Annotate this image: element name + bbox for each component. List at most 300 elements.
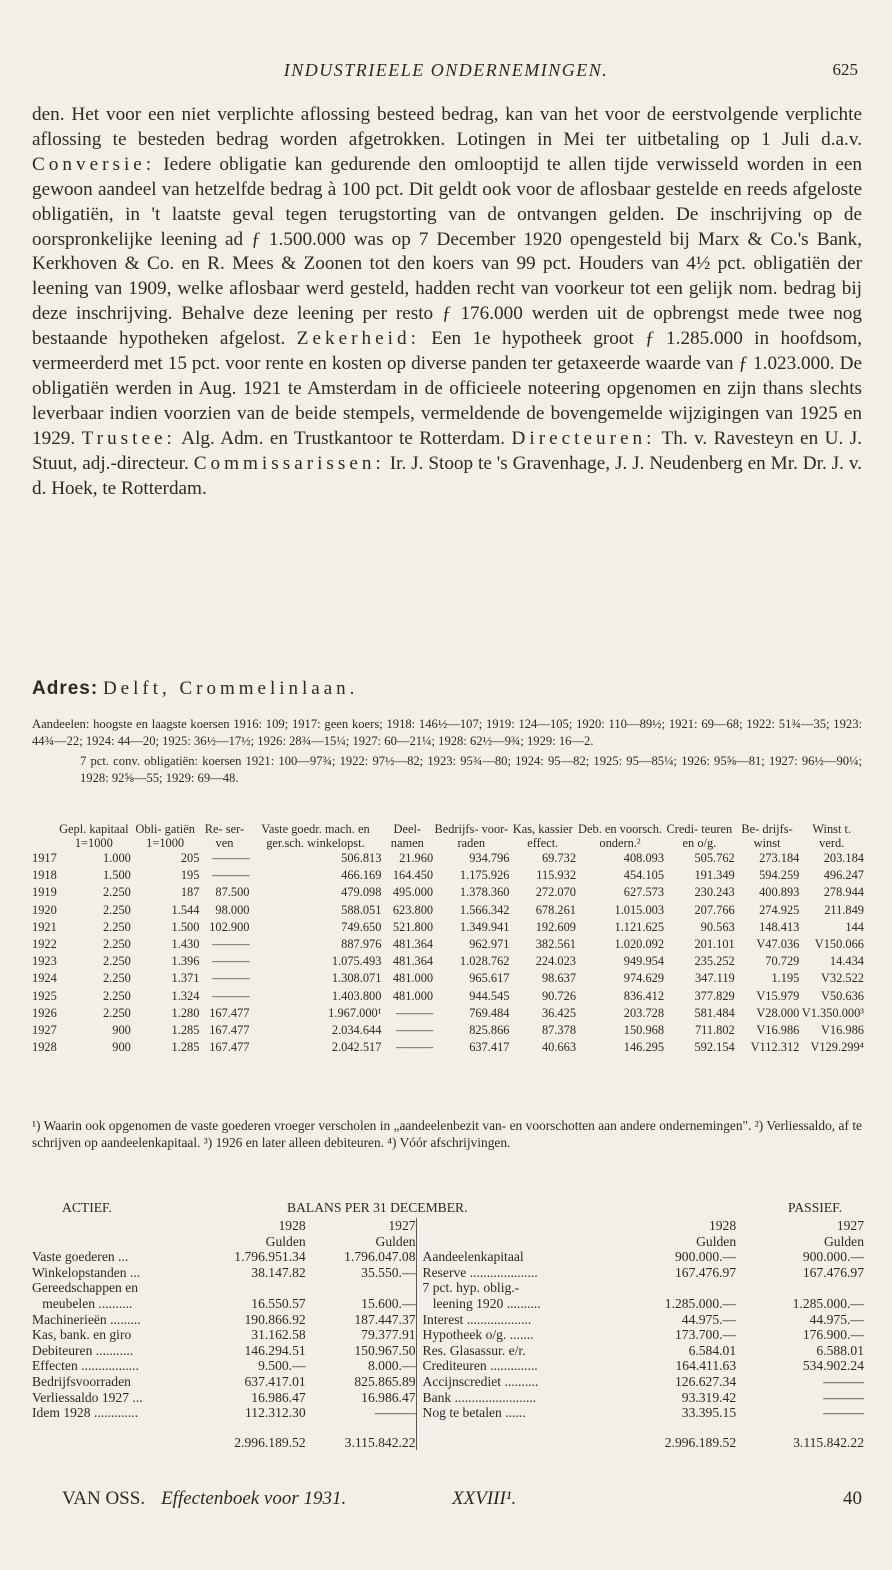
year-1927: 1927: [388, 1218, 416, 1233]
row-year: 1927: [32, 1023, 57, 1038]
balance-item-value: 167.476.97: [674, 1264, 737, 1280]
balance-item-value: 900.000.—: [802, 1249, 864, 1265]
running-title: INDUSTRIEELE ONDERNEMINGEN.: [283, 60, 609, 80]
balance-item-label: Reserve ....................: [422, 1264, 538, 1280]
stats-column-header: Obli- gatiën 1=1000: [135, 822, 195, 850]
table-row: [32, 988, 864, 1005]
actief-total-1928: 2.996.189.52: [234, 1434, 306, 1450]
balance-item-value: 93.319.42: [681, 1389, 737, 1405]
page-header: [0, 60, 892, 82]
table-cell: 749.650: [341, 919, 382, 934]
table-cell: V1.350.000³: [801, 1005, 864, 1020]
balance-item-value: 15.600.—: [361, 1295, 416, 1311]
table-cell: 481.000: [392, 971, 434, 986]
passief-column: [417, 1218, 864, 1450]
balance-item-value: 187.447.37: [354, 1311, 416, 1327]
table-cell: 347.119: [694, 971, 735, 986]
balance-item-value: 79.377.91: [361, 1327, 416, 1343]
table-cell: 167.477: [209, 1005, 250, 1020]
balance-item-value: ———: [823, 1405, 864, 1421]
table-cell: 1.500: [171, 919, 200, 934]
balance-item-label: Machinerieën .........: [32, 1311, 141, 1327]
table-cell: 274.925: [759, 902, 800, 917]
balance-item-value: ———: [823, 1389, 864, 1405]
stats-column-header: Kas, kassier effect.: [512, 822, 573, 850]
table-cell: 146.295: [623, 1040, 665, 1055]
year-1928: 1928: [708, 1218, 737, 1233]
table-cell: 382.561: [535, 937, 577, 952]
body-part-6: Ir. J. Stoop te 's Gravenhage, J. J. Neudenberg en Mr. Dr. J. v. d. Hoek, te Rotterdam.: [32, 452, 862, 499]
row-year: 1924: [32, 971, 57, 986]
balance-row: [32, 1327, 416, 1343]
unit-label: Gulden: [696, 1233, 737, 1249]
balance-item-label: Debiteuren ...........: [32, 1342, 134, 1358]
table-cell: 495.000: [392, 885, 434, 900]
balance-row: [417, 1280, 864, 1296]
table-cell: 479.098: [341, 885, 382, 900]
table-row: [32, 850, 864, 867]
passief-label: PASSIEF.: [788, 1200, 842, 1215]
balance-item-value: 167.476.97: [802, 1264, 864, 1280]
body-part-5: Th. v. Ravesteyn en U. J. Stuut, adj.-directeur.: [32, 427, 862, 474]
balance-item-value: ———: [823, 1373, 864, 1389]
table-cell: 2.250: [102, 971, 131, 986]
table-cell: 167.477: [209, 1023, 250, 1038]
table-cell: 496.247: [823, 868, 864, 883]
table-cell: 40.663: [541, 1040, 577, 1055]
balance-item-label: Nog te betalen ......: [422, 1405, 526, 1421]
table-cell: 87.378: [541, 1023, 577, 1038]
balance-row: [417, 1312, 864, 1328]
balance-row: [417, 1249, 864, 1265]
price-history: [32, 716, 862, 790]
stats-header-row: [32, 822, 864, 850]
table-cell: 203.184: [823, 851, 864, 865]
year-1927: 1927: [836, 1218, 864, 1233]
label-trustee: Trustee:: [81, 427, 176, 449]
table-cell: 21.960: [399, 851, 434, 865]
stats-column-header: Deb. en voorsch. ondern.²: [578, 822, 663, 850]
balance-item-value: 1.796.047.08: [344, 1249, 416, 1265]
table-cell: 1.020.092: [614, 937, 665, 952]
balance-item-value: 900.000.—: [674, 1249, 737, 1265]
balance-row: [32, 1296, 416, 1312]
balance-item-value: 6.588.01: [816, 1342, 864, 1358]
actief-total-1927: 3.115.842.22: [344, 1434, 416, 1450]
row-year: 1917: [32, 851, 57, 865]
balance-item-label: Bedrijfsvoorraden: [32, 1373, 131, 1389]
table-cell: 581.484: [694, 1005, 735, 1020]
balance-item-label: Res. Glasassur. e/r.: [422, 1342, 526, 1358]
table-cell: 150.968: [623, 1023, 665, 1038]
table-cell: ———: [212, 937, 250, 952]
balance-row: [417, 1327, 864, 1343]
balance-item-value: [306, 1280, 416, 1296]
share-prices: Aandeelen: hoogste en laagste koersen 1916: 109; 1917: geen koers; 1918: 146½—107; 1919: 124—105; 1920: 110—89½; 1921: 69—68; 1922: 51¾—35; 1923: 44¾—22; 1924: 44—20; 1925: 36½—17½; 1926: 28¾—15¼; 1927: 60—21¼; 1928: 62½—9¾; 1929: 16—2.: [32, 717, 862, 748]
table-cell: 2.042.517: [331, 1040, 382, 1055]
table-cell: 588.051: [341, 902, 382, 917]
table-row: [32, 884, 864, 901]
unit-label: Gulden: [823, 1233, 864, 1249]
body-part-2: Iedere obligatie kan gedurende den omlooptijd te allen tijde verwisseld worden in een gewoon aandeel van hetzelfde bedrag à 100 pct. Dit geldt ook voor de aflosbaar gestelde en reeds afgeloste obligatiën, in 't laatste geval tegen terugstorting van de ontvangen gelden. De inschrijving op de oorspronkelijke leening ad ƒ 1.500.000 was op 7 December 1920 opengesteld bij Marx & Co.'s Bank, Kerkhoven & Co. en R. Mees & Zoonen tot den koers van 99 pct. Houders van 4½ pct. obligatiën der leening van 1909, welke aflosbaar werd gesteld, hadden recht van voorkeur tot een gelijk nom. bedrag bij deze inschrijving. Behalve deze leening per resto ƒ 176.000 werden uit de opbrengst mede twee nog bestaande hypotheken afgelost.: [32, 153, 862, 350]
balance-row: [32, 1390, 416, 1406]
balance-item-value: 190.866.92: [244, 1311, 306, 1327]
stats-column-header: Gepl. kapitaal 1=1000: [59, 822, 129, 850]
passief-total-1928: 2.996.189.52: [664, 1434, 737, 1450]
balance-item-value: 31.162.58: [251, 1327, 306, 1343]
table-cell: 836.412: [623, 988, 665, 1003]
balance-row: [417, 1265, 864, 1281]
balance-item-label: Verliessaldo 1927 ...: [32, 1389, 143, 1405]
table-cell: 481.364: [392, 937, 434, 952]
table-cell: 2.250: [102, 919, 131, 934]
balance-row: [417, 1374, 864, 1390]
signature-mark: XXVIII¹.: [452, 1488, 517, 1509]
table-cell: 900: [112, 1023, 131, 1038]
balance-item-value: 164.411.63: [675, 1358, 737, 1374]
balance-item-label: meubelen ..........: [32, 1295, 133, 1311]
table-cell: 1.378.360: [459, 885, 510, 900]
table-cell: 14.434: [829, 954, 864, 969]
table-cell: ———: [212, 851, 250, 865]
table-cell: 2.250: [102, 954, 131, 969]
table-cell: 623.800: [392, 902, 434, 917]
table-cell: V50.636: [820, 988, 864, 1003]
table-cell: 164.450: [392, 868, 434, 883]
table-cell: 481.364: [392, 954, 434, 969]
table-row: [32, 867, 864, 884]
table-cell: 1.121.625: [614, 919, 665, 934]
balance-sheet: [32, 1200, 864, 1450]
row-year: 1928: [32, 1040, 57, 1055]
row-year: 1920: [32, 902, 57, 917]
book-title: Effectenboek voor 1931.: [161, 1488, 347, 1509]
table-cell: 98.000: [215, 902, 250, 917]
table-cell: 769.484: [469, 1005, 510, 1020]
table-cell: 273.184: [759, 851, 800, 865]
balance-item-value: 35.550.—: [361, 1264, 416, 1280]
balance-item-value: 8.000.—: [367, 1358, 416, 1374]
table-cell: 949.954: [623, 954, 665, 969]
table-cell: 400.893: [759, 885, 800, 900]
body-part-4: Alg. Adm. en Trustkantoor te Rotterdam.: [175, 427, 512, 449]
row-year: 1926: [32, 1005, 57, 1020]
balance-item-value: 16.550.57: [251, 1295, 306, 1311]
table-cell: 962.971: [469, 937, 510, 952]
table-cell: 1.324: [171, 988, 200, 1003]
label-directeuren: Directeuren:: [511, 427, 656, 449]
table-cell: V47.036: [756, 937, 800, 952]
table-cell: 1.566.342: [459, 902, 510, 917]
table-cell: ———: [212, 988, 250, 1003]
table-cell: 1.280: [171, 1005, 200, 1020]
table-cell: 2.250: [102, 902, 131, 917]
table-cell: 1.000: [102, 851, 131, 865]
table-cell: 974.629: [623, 971, 665, 986]
table-cell: 2.250: [102, 885, 131, 900]
table-cell: 1.075.493: [331, 954, 382, 969]
balance-item-value: 146.294.51: [244, 1342, 306, 1358]
balance-item-value: 16.986.47: [361, 1389, 416, 1405]
balance-item-label: Kas, bank. en giro: [32, 1327, 132, 1343]
table-cell: ———: [212, 971, 250, 986]
table-cell: 69.732: [541, 851, 577, 865]
table-cell: 408.093: [623, 851, 665, 865]
actief-column: [32, 1218, 417, 1450]
table-cell: 224.023: [535, 954, 577, 969]
table-cell: 144: [845, 919, 864, 934]
table-cell: 1.349.941: [459, 919, 510, 934]
body-part-3: Een 1e hypotheek groot ƒ 1.285.000 in hoofdsom, vermeerderd met 15 pct. voor rente en kosten op diverse panden ter getaxeerde waarde van ƒ 1.023.000. De obligatiën werden in Aug. 1921 te Amsterdam in de officieele noteering opgenomen en zijn thans slechts leverbaar indien voorzien van de beide stempels, vermeldende de bovengemelde wijzigingen van 1925 en 1929.: [32, 328, 862, 449]
balance-item-label: Crediteuren ..............: [422, 1358, 538, 1374]
table-cell: V16.986: [756, 1023, 800, 1038]
table-cell: 1.308.071: [331, 971, 382, 986]
table-cell: 195: [180, 868, 200, 883]
balance-row: [32, 1265, 416, 1281]
balance-row: [32, 1280, 416, 1296]
balance-title: BALANS PER 31 DECEMBER.: [287, 1200, 468, 1215]
footnotes: ¹) Waarin ook opgenomen de vaste goederen vroeger verscholen in „aandeelenbezit van- en voorschotten aan andere ondernemingen". ²) Verliessaldo, af te schrijven op aandeelenkapitaal. ³) 1926 en later alleen debiteuren. ⁴) Vóór afschrijvingen.: [32, 1118, 862, 1150]
table-cell: ———: [395, 1005, 434, 1020]
balance-row: [32, 1358, 416, 1374]
table-cell: 201.101: [694, 937, 735, 952]
balance-item-value: [616, 1280, 736, 1296]
balance-item-value: 176.900.—: [802, 1327, 864, 1343]
body-part-1: den. Het voor een niet verplichte aflossing besteed bedrag, kan van het voor de eerstvolgende verplichte aflossing te besteden bedrag worden afgetrokken. Lotingen in Mei ter uitbetaling op 1 Juli d.a.v.: [32, 104, 862, 150]
balance-row: [32, 1374, 416, 1390]
balance-item-label: Accijnscrediet ..........: [422, 1373, 539, 1389]
label-zekerheid: Zekerheid:: [296, 328, 420, 350]
balance-item-value: 44.975.—: [681, 1311, 737, 1327]
table-row: [32, 902, 864, 919]
table-cell: 1.028.762: [459, 954, 510, 969]
table-cell: V32.522: [820, 971, 864, 986]
table-cell: 2.034.644: [331, 1023, 382, 1038]
balance-item-label: Effecten .................: [32, 1358, 139, 1374]
table-cell: 90.563: [700, 919, 735, 934]
balance-item-label: leening 1920 ..........: [422, 1295, 541, 1311]
year-1928: 1928: [278, 1218, 306, 1233]
table-row: [32, 970, 864, 987]
stats-column-header: Bedrijfs- voor- raden: [434, 822, 509, 850]
table-cell: 711.802: [694, 1023, 735, 1038]
balance-row: [32, 1405, 416, 1421]
table-cell: 203.728: [623, 1005, 665, 1020]
balance-item-value: 112.312.30: [244, 1405, 306, 1421]
balance-item-value: 534.902.24: [802, 1358, 864, 1374]
table-cell: ———: [212, 868, 250, 883]
table-cell: 1.195: [771, 971, 800, 986]
table-cell: 481.000: [392, 988, 434, 1003]
balance-item-value: 16.986.47: [251, 1389, 306, 1405]
row-year: 1923: [32, 954, 57, 969]
row-year: 1925: [32, 988, 57, 1003]
table-cell: 207.766: [694, 902, 735, 917]
table-cell: 192.609: [535, 919, 577, 934]
table-cell: 230.243: [694, 885, 735, 900]
balance-item-label: Bank ........................: [422, 1389, 537, 1405]
table-row: [32, 1039, 864, 1056]
balance-item-label: Aandeelenkapitaal: [422, 1249, 524, 1265]
table-cell: 205: [180, 851, 200, 865]
table-cell: 70.729: [765, 954, 800, 969]
balance-item-value: 1.796.951.34: [234, 1249, 306, 1265]
table-cell: ———: [395, 1023, 434, 1038]
table-cell: 678.261: [535, 902, 577, 917]
table-cell: 2.250: [102, 937, 131, 952]
stats-column-header: Re- ser- ven: [204, 822, 245, 850]
stats-column-header: Vaste goedr. mach. en ger.sch. winkelopst.: [261, 822, 370, 850]
table-row: [32, 936, 864, 953]
label-conversie: Conversie:: [32, 153, 156, 175]
balance-item-value: 1.285.000.—: [664, 1295, 737, 1311]
balance-row: [32, 1249, 416, 1265]
table-cell: 87.500: [215, 885, 250, 900]
balance-item-value: 825.865.89: [354, 1373, 416, 1389]
page-number: 625: [832, 60, 858, 79]
table-cell: 466.169: [341, 868, 382, 883]
table-cell: V112.312: [750, 1040, 800, 1055]
table-cell: 1.500: [102, 868, 131, 883]
table-cell: 887.976: [341, 937, 382, 952]
actief-label: ACTIEF.: [62, 1200, 112, 1215]
table-cell: 506.813: [341, 851, 382, 865]
sheet-number: 40: [843, 1488, 862, 1509]
table-row: [32, 1005, 864, 1022]
stats-column-header: Deel- namen: [390, 822, 424, 850]
balance-row: [417, 1358, 864, 1374]
table-cell: 594.259: [759, 868, 800, 883]
balance-item-value: [736, 1280, 864, 1296]
table-cell: V150.066: [814, 937, 864, 952]
passief-total-1927: 3.115.842.22: [793, 1434, 864, 1450]
table-cell: 90.726: [541, 988, 577, 1003]
row-year: 1919: [32, 885, 57, 900]
balance-item-label: Vaste goederen ...: [32, 1249, 129, 1265]
table-cell: 187: [180, 885, 200, 900]
table-cell: 1.371: [171, 971, 200, 986]
balance-row: [417, 1405, 864, 1421]
address-label: Adres:: [32, 678, 99, 699]
row-year: 1921: [32, 919, 57, 934]
unit-label: Gulden: [265, 1233, 306, 1249]
stats-column-header: [32, 822, 57, 850]
table-row: [32, 919, 864, 936]
table-cell: 627.573: [623, 885, 665, 900]
table-cell: 1.544: [171, 902, 200, 917]
stats-column-header: Credi- teuren en o/g.: [666, 822, 733, 850]
table-cell: 1.403.800: [331, 988, 382, 1003]
table-cell: 1.015.003: [614, 902, 665, 917]
balance-item-value: ———: [374, 1405, 416, 1421]
balance-item-label: Winkelopstanden ...: [32, 1264, 141, 1280]
company-description: [32, 103, 862, 502]
balance-item-value: 9.500.—: [258, 1358, 306, 1374]
table-cell: 377.829: [694, 988, 735, 1003]
table-cell: 98.637: [541, 971, 577, 986]
balance-row: [32, 1312, 416, 1328]
table-cell: 2.250: [102, 1005, 131, 1020]
balance-item-value: 38.147.82: [251, 1264, 306, 1280]
table-cell: 211.849: [824, 902, 864, 917]
table-cell: 934.796: [469, 851, 510, 865]
table-cell: 1.396: [171, 954, 200, 969]
row-year: 1922: [32, 937, 57, 952]
stats-column-header: Be- drijfs- winst: [741, 822, 793, 850]
balance-item-label: Gereedschappen en: [32, 1280, 139, 1296]
table-cell: V15.979: [756, 988, 800, 1003]
table-cell: 965.617: [469, 971, 510, 986]
table-row: [32, 1022, 864, 1039]
table-cell: 1.285: [171, 1023, 200, 1038]
table-cell: V16.986: [820, 1023, 864, 1038]
balance-item-value: 637.417.01: [244, 1373, 306, 1389]
balance-item-value: 6.584.01: [688, 1342, 737, 1358]
balance-item-label: 7 pct. hyp. oblig.-: [422, 1280, 520, 1296]
table-cell: ———: [212, 954, 250, 969]
statistics-table: [32, 822, 864, 1056]
table-cell: 167.477: [209, 1040, 250, 1055]
stats-column-header: Winst t. verd.: [812, 822, 852, 850]
row-year: 1918: [32, 868, 57, 883]
table-cell: 278.944: [823, 885, 864, 900]
table-cell: 592.154: [694, 1040, 735, 1055]
table-cell: 521.800: [392, 919, 434, 934]
table-cell: 1.285: [171, 1040, 200, 1055]
table-cell: 944.545: [469, 988, 510, 1003]
table-cell: 454.105: [623, 868, 665, 883]
table-cell: 272.070: [535, 885, 577, 900]
table-cell: 1.967.000¹: [328, 1005, 382, 1020]
table-cell: ———: [395, 1040, 434, 1055]
table-cell: 825.866: [469, 1023, 510, 1038]
balance-item-value: [200, 1280, 306, 1296]
table-cell: 637.417: [469, 1040, 510, 1055]
table-cell: 505.762: [694, 851, 735, 865]
publisher: VAN OSS.: [62, 1488, 146, 1509]
balance-item-value: 150.967.50: [354, 1342, 416, 1358]
address-value: Delft, Crommelinlaan.: [102, 678, 359, 699]
balance-item-label: Interest ...................: [422, 1311, 532, 1327]
label-commissarissen: Commissarissen:: [193, 452, 385, 474]
table-cell: 1.430: [171, 937, 200, 952]
balance-item-value: 44.975.—: [809, 1311, 864, 1327]
balance-row: [32, 1343, 416, 1359]
bond-prices: 7 pct. conv. obligatiën: koersen 1921: 100—97¾; 1922: 97½—82; 1923: 95¾—80; 1924: 95—82; 1925: 95—85¼; 1926: 95⅝—81; 1927: 96½—90¼; 1928: 92⅝—55; 1929: 69—48.: [80, 754, 862, 785]
table-cell: 2.250: [102, 988, 131, 1003]
balance-row: [417, 1390, 864, 1406]
balance-item-label: Hypotheek o/g. .......: [422, 1327, 534, 1343]
table-cell: 102.900: [209, 919, 250, 934]
address-line: [32, 678, 358, 700]
table-cell: 1.175.926: [459, 868, 510, 883]
balance-item-value: 173.700.—: [674, 1327, 737, 1343]
table-cell: 191.349: [694, 868, 735, 883]
table-cell: 36.425: [541, 1005, 577, 1020]
table-cell: V129.299⁴: [810, 1040, 864, 1055]
table-row: [32, 953, 864, 970]
balance-row: [417, 1343, 864, 1359]
table-cell: V28.000: [756, 1005, 800, 1020]
table-cell: 900: [112, 1040, 131, 1055]
balance-item-value: 1.285.000.—: [792, 1295, 864, 1311]
balance-item-value: 126.627.34: [674, 1373, 737, 1389]
table-cell: 115.932: [536, 868, 577, 883]
balance-row: [417, 1296, 864, 1312]
unit-label: Gulden: [375, 1233, 416, 1249]
balance-item-value: 33.395.15: [681, 1405, 737, 1421]
table-cell: 235.252: [694, 954, 735, 969]
